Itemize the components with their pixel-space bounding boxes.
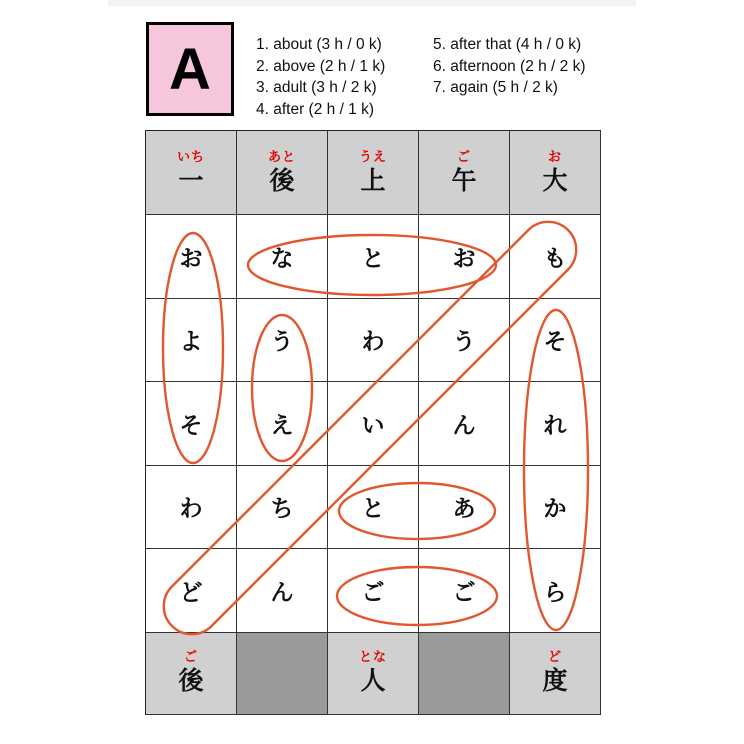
- furigana: ど: [547, 650, 562, 665]
- kana: お: [452, 245, 476, 272]
- kanji: 後: [178, 666, 204, 695]
- kana-cell[interactable]: [237, 382, 328, 466]
- clue-item: 4. after (2 h / 1 k): [256, 100, 375, 118]
- furigana: あと: [267, 149, 296, 165]
- kana-cell[interactable]: [328, 215, 419, 299]
- kanji-cell[interactable]: [146, 131, 237, 215]
- kana: う: [270, 329, 294, 356]
- kanji: 度: [542, 666, 568, 695]
- kana: い: [361, 412, 385, 439]
- kana-cell[interactable]: [237, 299, 328, 383]
- kana-cell[interactable]: [328, 299, 419, 383]
- kana: え: [270, 412, 294, 439]
- kana: な: [270, 245, 294, 272]
- kana-cell[interactable]: [419, 299, 510, 383]
- word-search-grid: [145, 130, 601, 715]
- kanji: 人: [360, 666, 386, 695]
- kana: と: [361, 245, 385, 272]
- kana-cell[interactable]: [237, 215, 328, 299]
- kana-cell[interactable]: [419, 466, 510, 550]
- kanji: 一: [178, 165, 204, 195]
- kana-cell[interactable]: [510, 549, 601, 633]
- kana-cell[interactable]: [510, 299, 601, 383]
- kana-cell[interactable]: [419, 215, 510, 299]
- kana: ち: [270, 496, 294, 523]
- kanji: 上: [360, 165, 386, 195]
- kana-cell[interactable]: [419, 382, 510, 466]
- kanji-cell[interactable]: [328, 633, 419, 715]
- kana-cell[interactable]: [510, 466, 601, 550]
- furigana: いち: [176, 149, 205, 165]
- furigana: ご: [183, 650, 198, 665]
- furigana: うえ: [358, 149, 387, 165]
- kana: そ: [179, 412, 203, 439]
- kanji-cell[interactable]: [237, 131, 328, 215]
- kana: ご: [361, 579, 385, 606]
- blank-cell: [237, 633, 328, 715]
- furigana: とな: [358, 650, 387, 665]
- kana: か: [543, 496, 567, 523]
- kana: あ: [452, 496, 476, 523]
- clue-item: 3. adult (3 h / 2 k): [256, 79, 377, 96]
- kana-cell[interactable]: [146, 382, 237, 466]
- kana-cell[interactable]: [146, 549, 237, 633]
- furigana: お: [547, 149, 562, 165]
- kana: よ: [179, 329, 203, 356]
- kanji: 大: [542, 165, 568, 195]
- kana-cell[interactable]: [237, 466, 328, 550]
- kana: と: [361, 496, 385, 523]
- kanji: 午: [451, 165, 477, 195]
- clue-item: 5. after that (4 h / 0 k): [433, 36, 582, 53]
- kana: ら: [543, 579, 567, 606]
- kanji-cell[interactable]: [328, 131, 419, 215]
- kana: わ: [179, 496, 203, 523]
- kana: れ: [543, 412, 567, 439]
- kana-cell[interactable]: [510, 382, 601, 466]
- clue-item: 1. about (3 h / 0 k): [256, 36, 382, 53]
- kana-cell[interactable]: [328, 382, 419, 466]
- kanji: 後: [269, 165, 295, 195]
- blank-cell: [419, 633, 510, 715]
- kana-cell[interactable]: [146, 215, 237, 299]
- kanji-cell[interactable]: [146, 633, 237, 715]
- kana: ご: [452, 579, 476, 606]
- kana-cell[interactable]: [328, 466, 419, 550]
- kana-cell[interactable]: [146, 466, 237, 550]
- kana-cell[interactable]: [146, 299, 237, 383]
- clue-item: 6. afternoon (2 h / 2 k): [433, 57, 586, 75]
- furigana: ご: [456, 149, 471, 165]
- kana-cell[interactable]: [419, 549, 510, 633]
- kana: う: [452, 329, 476, 356]
- clue-item: 2. above (2 h / 1 k): [256, 57, 386, 75]
- kana: ど: [179, 579, 203, 606]
- kana: も: [543, 245, 567, 272]
- kana: お: [179, 245, 203, 272]
- top-band: [108, 0, 636, 6]
- kanji-cell[interactable]: [419, 131, 510, 215]
- kana: そ: [543, 329, 567, 356]
- kanji-cell[interactable]: [510, 633, 601, 715]
- kana: ん: [270, 579, 294, 606]
- kana-cell[interactable]: [328, 549, 419, 633]
- kana: わ: [361, 329, 385, 356]
- kana: ん: [452, 412, 476, 439]
- clue-item: 7. again (5 h / 2 k): [433, 79, 558, 96]
- kana-cell[interactable]: [237, 549, 328, 633]
- puzzle-letter-badge: A: [146, 22, 234, 116]
- kana-cell[interactable]: [510, 215, 601, 299]
- kanji-cell[interactable]: [510, 131, 601, 215]
